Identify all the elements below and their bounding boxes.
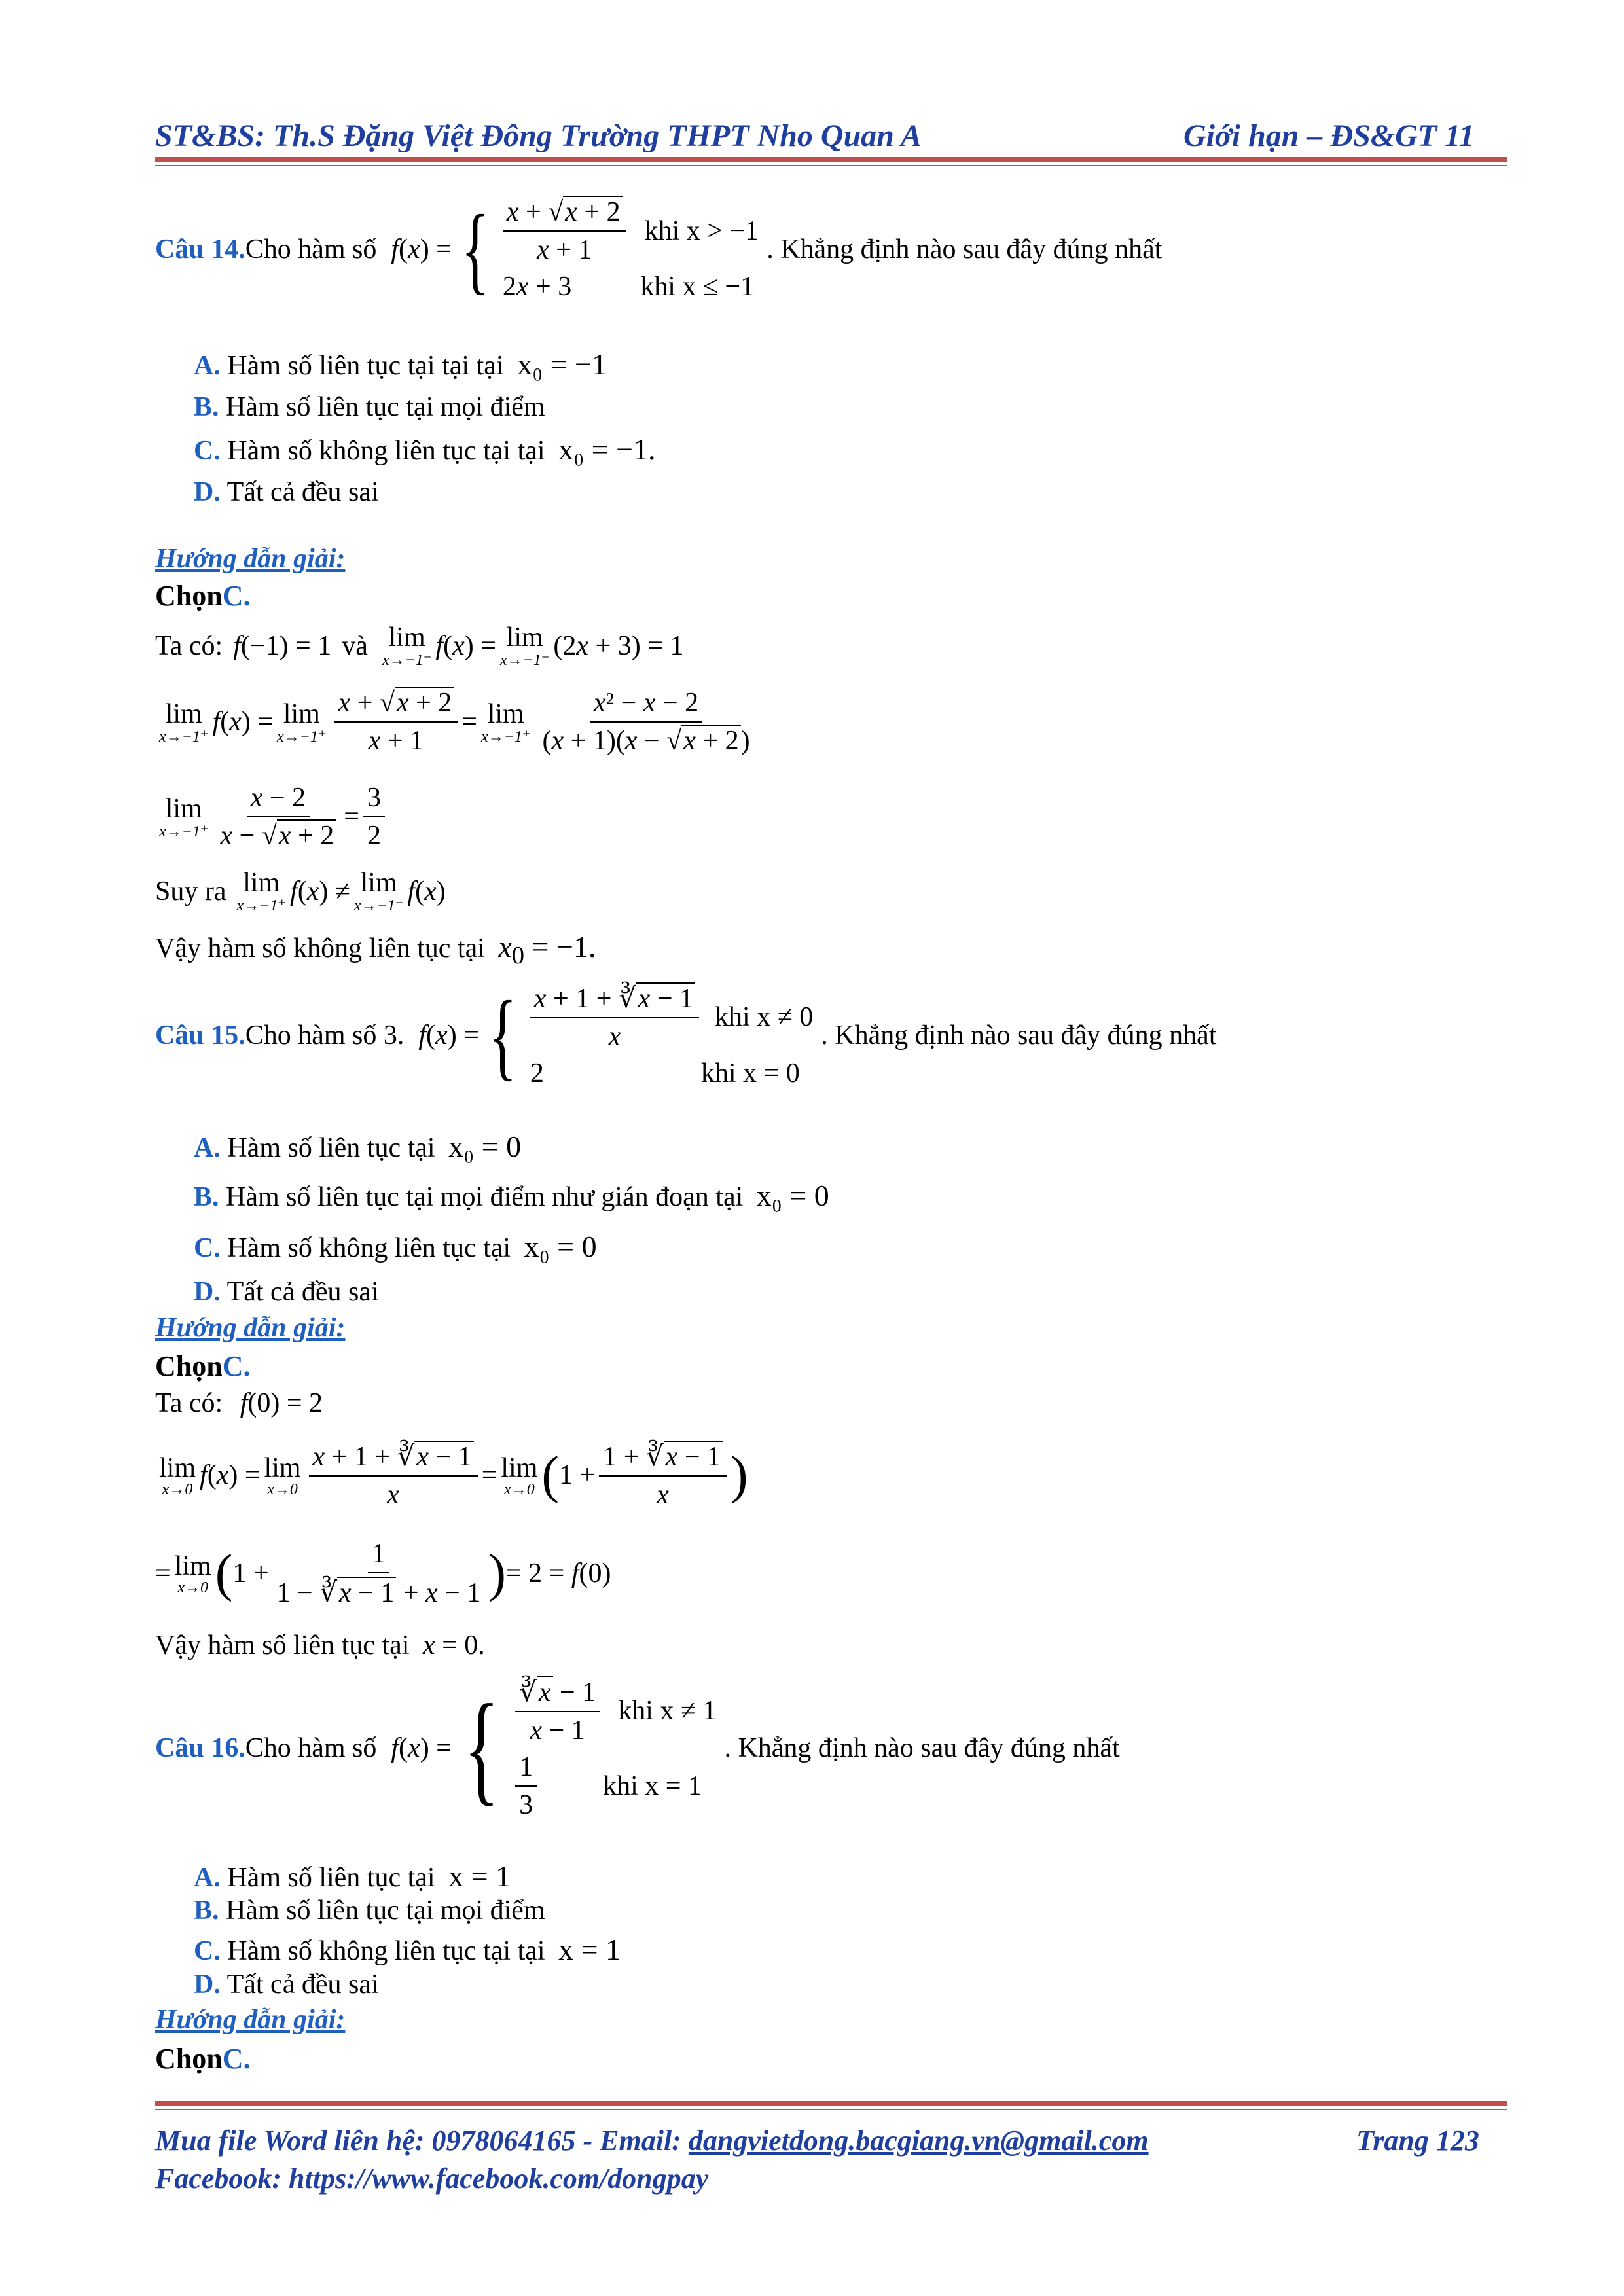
header-rule-thin	[155, 165, 1507, 166]
q14-step2: lim x→−1⁺ f(x) = lim x→−1⁺ $\frac{x + √x + 2}{x + 1}$ = lim x→−1⁺ $\frac{\text{x² − x − 2}}{(x + 1)(x - √x + 2)}$	[159, 688, 750, 756]
q16-option-d[interactable]: D. Tất cả đều sai	[194, 1969, 379, 2000]
q15-option-d[interactable]: D. Tất cả đều sai	[194, 1277, 379, 1307]
q15-label: Câu 15.	[155, 1020, 245, 1050]
q14-cond1: khi x > −1	[644, 216, 759, 246]
q14-conclusion: Vậy hàm số không liên tục tại $x_0 = -1$.	[155, 930, 596, 970]
q15-function-def: f(x) = { $\frac{x + 1 + ∛x - 1}{x}$ khi x ≠ 0 2 khi x = 0	[418, 981, 814, 1090]
q16-tail: . Khẳng định nào sau đây đúng nhất	[724, 1733, 1120, 1763]
q15-cond1: khi x ≠ 0	[715, 1002, 814, 1032]
q14-function-def: f(x) = { $\frac{x + √x + 2}{x + 1}$ khi x > −1 2x + 3 khi x ≤ −1	[391, 195, 759, 304]
q15-tail: . Khẳng định nào sau đây đúng nhất	[821, 1020, 1217, 1050]
footer-email-link[interactable]: dangvietdong.bacgiang.vn@gmail.com	[688, 2125, 1149, 2157]
q14-step4: Suy ra lim x→−1⁺ f(x) ≠ lim x→−1⁻ f(x)	[155, 868, 446, 914]
header-left: ST&BS: Th.S Đặng Việt Đông Trường THPT Nho Quan A	[155, 118, 922, 153]
q16-function-def: f(x) = { $\frac{∛x - 1}{x - 1}$ khi x ≠ 1 $\frac{1}{3}$ khi x = 1	[391, 1676, 716, 1821]
q15-brace: {	[488, 981, 517, 1090]
q15-option-b[interactable]: B. Hàm số liên tục tại mọi điểm như gián đoạn tại x₀ = 0	[194, 1179, 829, 1212]
q14-answer: ChọnC.	[155, 580, 251, 612]
footer-contact: Mua file Word liên hệ: 0978064165 - Email: dangvietdong.bacgiang.vn@gmail.com	[155, 2125, 1149, 2157]
q15-lead: Cho hàm số 3.	[245, 1020, 405, 1050]
q16-stem	[155, 1676, 1120, 1821]
q15-step2: lim x→0 f(x) = lim x→0 $\frac{x + 1 + ∛x - 1}{x}$ = lim x→0 ( 1 + $\frac{1 + ∛x - 1}{x}$ )	[155, 1440, 748, 1511]
q16-option-a[interactable]: A. Hàm số liên tục tại x = 1	[194, 1859, 511, 1893]
q16-brace: {	[463, 1679, 499, 1817]
footer-rule-thin	[155, 2109, 1507, 2110]
q14-option-d[interactable]: D. Tất cả đều sai	[194, 477, 379, 507]
q14-guide-heading: Hướng dẫn giải:	[155, 544, 346, 574]
q15-answer: ChọnC.	[155, 1350, 251, 1382]
q15-step3: = lim x→0 ( 1 + $\frac{1}{1 - ∛x - 1 + x - 1}$ ) = 2 = f(0)	[155, 1539, 611, 1608]
q15-step1: Ta có: f(0) = 2	[155, 1388, 323, 1418]
q14-option-a[interactable]: A. Hàm số liên tục tại tại tại x₀ = −1	[194, 348, 607, 381]
q14-cond2: khi x ≤ −1	[640, 272, 755, 302]
q14-option-b[interactable]: B. Hàm số liên tục tại mọi điểm	[194, 392, 545, 422]
q14-brace: {	[461, 195, 490, 304]
header-right: Giới hạn – ĐS&GT 11	[1183, 118, 1475, 153]
footer-rule	[155, 2101, 1507, 2106]
q16-guide-heading: Hướng dẫn giải:	[155, 2005, 346, 2035]
q14-tail: . Khẳng định nào sau đây đúng nhất	[767, 234, 1163, 264]
q14-step3: lim x→−1⁺ $\frac{x - 2}{x - √x + 2}$ = $\frac{3}{2}$	[155, 782, 389, 852]
q15-conclusion: Vậy hàm số liên tục tại x = 0.	[155, 1630, 485, 1660]
q14-step1: Ta có: f(−1) = 1 và lim x→−1⁻ f(x) = lim x→−1⁻ (2x + 3) = 1	[155, 622, 684, 669]
q15-guide-heading: Hướng dẫn giải:	[155, 1313, 346, 1343]
q14-stem	[155, 196, 1162, 302]
q14-label: Câu 14.	[155, 234, 245, 264]
q15-option-c[interactable]: C. Hàm số không liên tục tại x₀ = 0	[194, 1230, 597, 1263]
q16-cond1: khi x ≠ 1	[618, 1696, 717, 1726]
footer-facebook[interactable]: Facebook: https://www.facebook.com/dongpay	[155, 2162, 709, 2195]
q15-option-a[interactable]: A. Hàm số liên tục tại x₀ = 0	[194, 1130, 522, 1163]
q14-option-c[interactable]: C. Hàm số không liên tục tại tại x₀ = −1.	[194, 433, 656, 466]
q16-lead: Cho hàm số	[245, 1733, 377, 1763]
q16-option-b[interactable]: B. Hàm số liên tục tại mọi điểm	[194, 1895, 545, 1926]
q16-option-c[interactable]: C. Hàm số không liên tục tại tại x = 1	[194, 1933, 621, 1966]
footer-page-number: Trang 123	[1356, 2125, 1479, 2157]
header-rule	[155, 157, 1507, 162]
q16-label: Câu 16.	[155, 1733, 245, 1763]
q15-stem	[155, 982, 1217, 1089]
q16-cond2: khi x = 1	[603, 1771, 702, 1801]
q15-cond2: khi x = 0	[700, 1058, 800, 1088]
q14-lead: Cho hàm số	[245, 234, 377, 264]
q16-answer: ChọnC.	[155, 2043, 251, 2075]
